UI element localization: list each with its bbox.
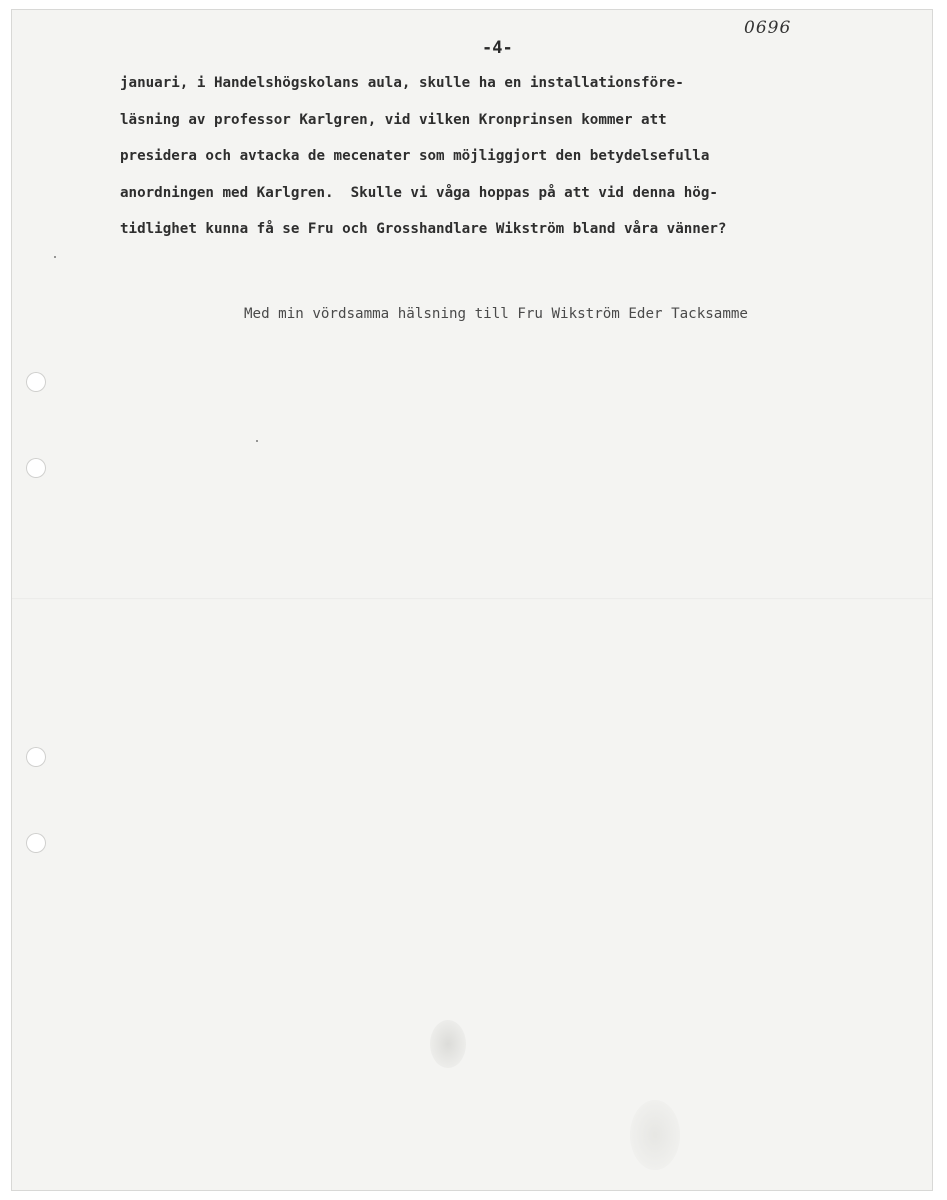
punch-hole (26, 372, 46, 392)
paper-smudge (430, 1020, 466, 1068)
archive-number: 0696 (744, 18, 792, 38)
document-page (12, 10, 932, 1190)
punch-hole (26, 747, 46, 767)
page-number: -4- (482, 38, 513, 58)
paper-speck (54, 256, 56, 258)
body-line: anordningen med Karlgren. Skulle vi våga hoppas på att vid denna hög- (120, 184, 718, 201)
body-line: tidlighet kunna få se Fru och Grosshandlare Wikström bland våra vänner? (120, 221, 727, 237)
letter-body (120, 65, 726, 248)
punch-hole (26, 833, 46, 853)
body-line: presidera och avtacka de mecenater som möjliggjort den betydelsefulla (120, 148, 710, 164)
fold-line (12, 598, 932, 600)
paper-speck (256, 440, 258, 442)
body-line: läsning av professor Karlgren, vid vilken Kronprinsen kommer att (120, 111, 667, 128)
body-line: januari, i Handelshögskolans aula, skulle ha en installationsföre- (120, 75, 684, 91)
paper-smudge (630, 1100, 680, 1170)
punch-hole (26, 458, 46, 478)
closing-line: Med min vördsamma hälsning till Fru Wikström Eder Tacksamme (244, 306, 748, 322)
